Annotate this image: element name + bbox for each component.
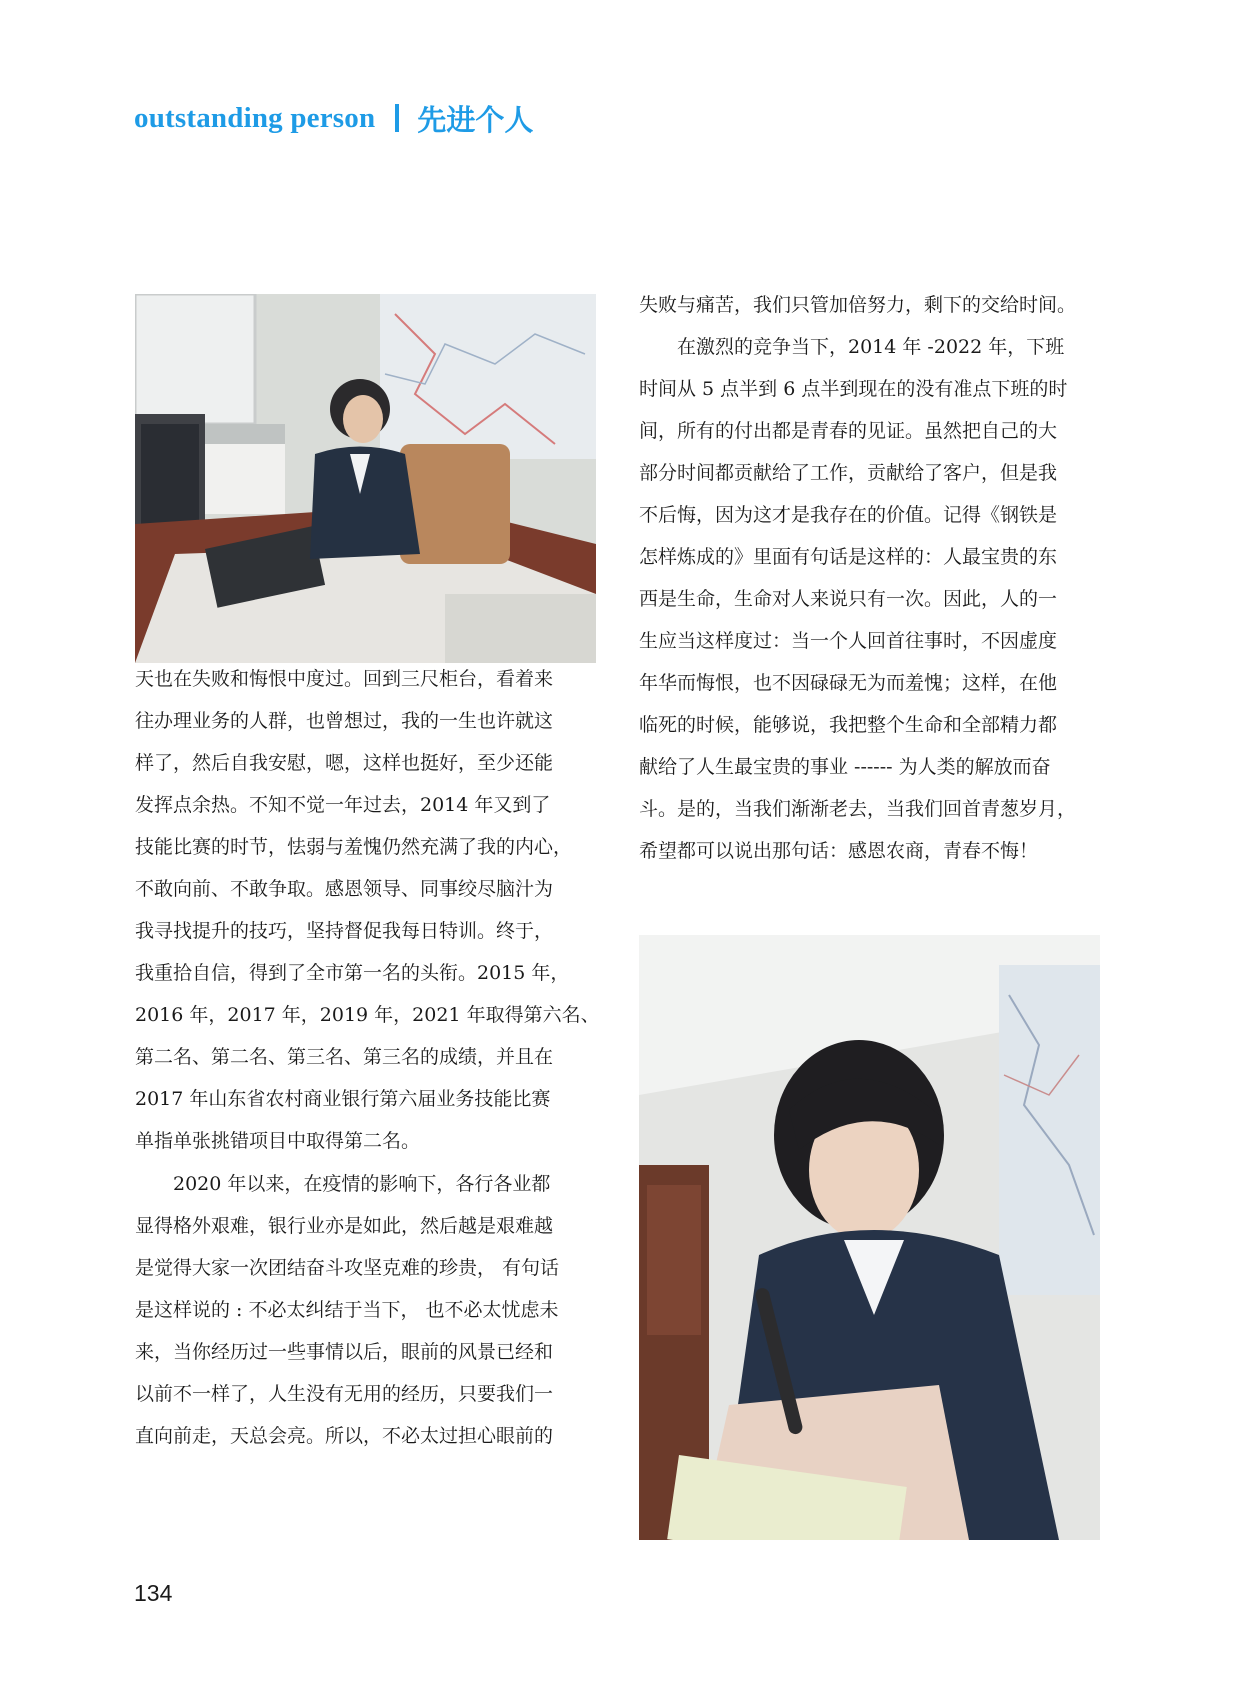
text-line: 时间从 5 点半到 6 点半到现在的没有准点下班的时 — [639, 378, 1068, 400]
text-line: 以前不一样了，人生没有无用的经历，只要我们一 — [135, 1383, 554, 1405]
header-divider — [395, 104, 399, 132]
text-line: 往办理业务的人群，也曾想过，我的一生也许就这 — [135, 710, 554, 732]
text-line: 我重拾自信，得到了全市第一名的头衔。2015 年， — [135, 962, 570, 984]
text-line: 技能比赛的时节，怯弱与羞愧仍然充满了我的内心， — [135, 836, 573, 858]
text-line: 部分时间都贡献给了工作，贡献给了客户，但是我 — [639, 462, 1058, 484]
text-line: 单指单张挑错项目中取得第二名。 — [135, 1130, 421, 1152]
text-line: 献给了人生最宝贵的事业 ------ 为人类的解放而奋 — [639, 756, 1051, 778]
text-line: 第二名、第二名、第三名、第三名的成绩，并且在 — [135, 1046, 554, 1068]
text-line: 样了，然后自我安慰，嗯，这样也挺好，至少还能 — [135, 752, 554, 774]
text-line: 天也在失败和悔恨中度过。回到三尺柜台，看着来 — [135, 668, 554, 690]
page-number: 134 — [134, 1580, 173, 1606]
text-line: 2020 年以来，在疫情的影响下，各行各业都 — [173, 1173, 551, 1195]
section-header — [134, 96, 533, 140]
text-line: 不后悔，因为这才是我存在的价值。记得《钢铁是 — [639, 504, 1058, 526]
left-paragraph-1 — [135, 658, 600, 1162]
header-english: outstanding person — [134, 101, 376, 134]
text-line: 2016 年，2017 年，2019 年，2021 年取得第六名、 — [135, 1004, 600, 1026]
header-chinese: 先进个人 — [417, 104, 534, 137]
text-line: 2017 年山东省农村商业银行第六届业务技能比赛 — [135, 1088, 551, 1110]
text-line: 不敢向前、不敢争取。感恩领导、同事绞尽脑汁为 — [135, 878, 554, 900]
text-line: 失败与痛苦，我们只管加倍努力，剩下的交给时间。 — [639, 294, 1077, 316]
text-line: 是觉得大家一次团结奋斗攻坚克难的珍贵， 有句话 — [135, 1257, 560, 1279]
photo-writing-portrait — [639, 935, 1100, 1540]
text-line: 直向前走，天总会亮。所以，不必太过担心眼前的 — [135, 1425, 554, 1447]
text-line: 怎样炼成的》里面有句话是这样的：人最宝贵的东 — [639, 546, 1058, 568]
right-paragraph-2 — [639, 326, 1100, 872]
text-line: 是这样说的 : 不必太纠结于当下， 也不必太忧虑未 — [135, 1299, 559, 1321]
text-line: 我寻找提升的技巧，坚持督促我每日特训。终于， — [135, 920, 554, 942]
text-line: 年华而悔恨，也不因碌碌无为而羞愧；这样，在他 — [639, 672, 1058, 694]
text-line: 西是生命，生命对人来说只有一次。因此，人的一 — [639, 588, 1058, 610]
text-line: 发挥点余热。不知不觉一年过去，2014 年又到了 — [135, 794, 551, 816]
left-paragraph-2 — [135, 1163, 596, 1457]
text-line: 生应当这样度过：当一个人回首往事时，不因虚度 — [639, 630, 1058, 652]
text-line: 临死的时候，能够说，我把整个生命和全部精力都 — [639, 714, 1058, 736]
text-line: 间，所有的付出都是青春的见证。虽然把自己的大 — [639, 420, 1058, 442]
photo-office-desk — [135, 294, 596, 663]
text-line: 斗。是的，当我们渐渐老去，当我们回首青葱岁月， — [639, 798, 1077, 820]
text-line: 来，当你经历过一些事情以后，眼前的风景已经和 — [135, 1341, 554, 1363]
right-paragraph-1 — [639, 284, 1100, 326]
text-line: 在激烈的竞争当下，2014 年 -2022 年，下班 — [677, 336, 1065, 358]
text-line: 希望都可以说出那句话：感恩农商，青春不悔！ — [639, 840, 1039, 862]
text-line: 显得格外艰难，银行业亦是如此，然后越是艰难越 — [135, 1215, 554, 1237]
